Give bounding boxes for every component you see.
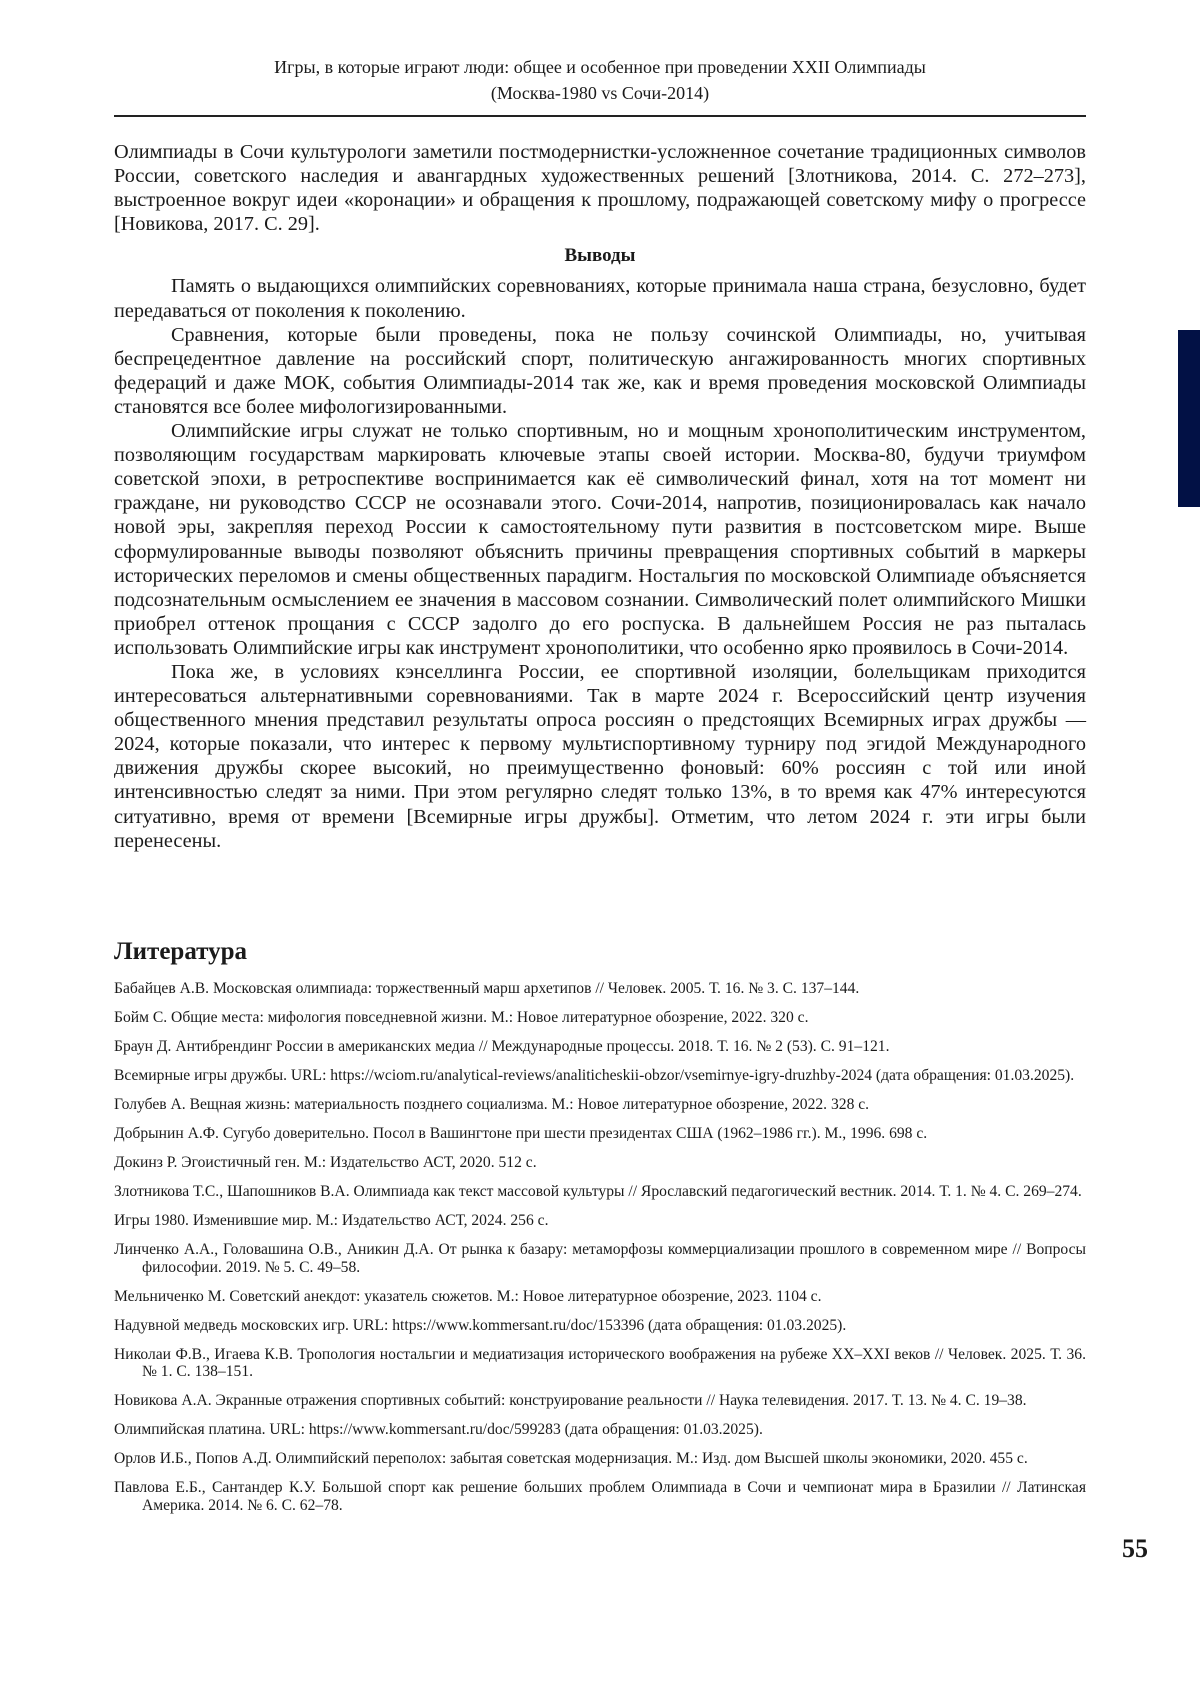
- reference-item: Браун Д. Антибрендинг России в американских медиа // Международные процессы. 2018. Т. 16. № 2 (53). С. 91–121.: [114, 1038, 890, 1055]
- paragraph: Сравнения, которые были проведены, пока не пользу сочинской Олимпиады, но, учитывая беспрецедентное давление на российский спорт, политическую ангажированность многих спортивных федераций и даже МОК, события Олимпиады-2014 так же, как и время проведения московской Олимпиады становятся все более мифологизированными.: [114, 323, 1086, 418]
- reference-item: Докинз Р. Эгоистичный ген. М.: Издательство АСТ, 2020. 512 с.: [114, 1154, 537, 1171]
- main-text: [114, 140, 1086, 853]
- reference-item: Линченко А.А., Головашина О.В., Аникин Д.А. От рынка к базару: метаморфозы коммерциализации прошлого в современном мире // Вопросы философии. 2019. № 5. С. 49–58.: [114, 1241, 1086, 1276]
- section-tab-marker: [1178, 330, 1200, 507]
- reference-item: Игры 1980. Изменившие мир. М.: Издательство АСТ, 2024. 256 с.: [114, 1212, 549, 1229]
- running-header: [114, 54, 1086, 106]
- reference-item: Олимпийская платина. URL: https://www.kommersant.ru/doc/599283 (дата обращения: 01.03.2025).: [114, 1421, 763, 1438]
- running-header-line-1: Игры, в которые играют люди: общее и особенное при проведении XXII Олимпиады: [274, 57, 926, 77]
- paragraph: Олимпиады в Сочи культурологи заметили постмодернистки-усложненное сочетание традиционных символов России, советского наследия и авангардных художественных решений [Злотникова, 2014. С. 272–273], выстроенное вокруг идеи «коронации» и обращения к прошлому, подражающей советскому мифу о прогрессе [Новикова, 2017. С. 29].: [114, 141, 1086, 236]
- references-list: [114, 980, 1086, 1526]
- reference-item: Бойм С. Общие места: мифология повседневной жизни. М.: Новое литературное обозрение, 2022. 320 с.: [114, 1009, 809, 1026]
- page-number: 55: [1122, 1534, 1148, 1563]
- reference-item: Добрынин А.Ф. Сугубо доверительно. Посол в Вашингтоне при шести президентах США (1962–1986 гг.). М., 1996. 698 с.: [114, 1125, 928, 1142]
- reference-item: Павлова Е.Б., Сантандер К.У. Большой спорт как решение больших проблем Олимпиада в Сочи и чемпионат мира в Бразилии // Латинская Америка. 2014. № 6. С. 62–78.: [114, 1479, 1086, 1514]
- paragraph: Пока же, в условиях кэнселлинга России, ее спортивной изоляции, болельщикам приходится интересоваться альтернативными соревнованиями. Так в марте 2024 г. Всероссийский центр изучения общественного мнения представил результаты опроса россиян о предстоящих Всемирных играх дружбы — 2024, которые показали, что интерес к первому мультиспортивному турниру под эгидой Международного движения дружбы скорее высокий, но преимущественно фоновый: 60% россиян с той или иной интенсивностью следят за ними. При этом регулярно следят только 13%, в то время как 47% интересуются ситуативно, время от времени [Всемирные игры дружбы]. Отметим, что летом 2024 г. эти игры были перенесены.: [114, 660, 1086, 852]
- paragraph: Олимпийские игры служат не только спортивным, но и мощным хронополитическим инструментом, позволяющим государствам маркировать ключевые этапы своей истории. Москва-80, будучи триумфом советской эпохи, в ретроспективе воспринимается как её символический финал, хотя на тот момент ни граждане, ни руководство СССР не осознавали этого. Сочи-2014, напротив, позиционировалась как начало новой эры, закрепляя переход России к самостоятельному пути развития в постсоветском мире. Выше сформулированные выводы позволяют объяснить причины превращения спортивных событий в маркеры исторических переломов и смены общественных парадигм. Ностальгия по московской Олимпиаде объясняется подсознательным осмыслением ее значения в массовом сознании. Символический полет олимпийского Мишки приобрел оттенок прощания с СССР задолго до его роспуска. В дальнейшем Россия не раз пыталась использовать Олимпийские игры как инструмент хронополитики, что особенно ярко проявилось в Сочи-2014.: [114, 420, 1086, 659]
- reference-item: Голубев А. Вещная жизнь: материальность позднего социализма. М.: Новое литературное обозрение, 2022. 328 с.: [114, 1096, 870, 1113]
- reference-item: Орлов И.Б., Попов А.Д. Олимпийский переполох: забытая советская модернизация. М.: Изд. дом Высшей школы экономики, 2020. 455 с.: [114, 1450, 1028, 1467]
- reference-item: Надувной медведь московских игр. URL: https://www.kommersant.ru/doc/153396 (дата обращения: 01.03.2025).: [114, 1316, 847, 1334]
- reference-item: Злотникова Т.С., Шапошников В.А. Олимпиада как текст массовой культуры // Ярославский педагогический вестник. 2014. Т. 1. № 4. С. 269–274.: [114, 1183, 1082, 1200]
- running-header-line-2: (Москва-1980 vs Сочи-2014): [490, 83, 710, 103]
- references-title: Литература: [114, 938, 248, 965]
- paragraph: Память о выдающихся олимпийских соревнованиях, которые принимала наша страна, безусловно, будет передаваться от поколения к поколению.: [114, 275, 1086, 322]
- reference-item: Николаи Ф.В., Игаева К.В. Тропология ностальгии и медиатизация исторического воображения на рубеже XX–XXI веков // Человек. 2025. Т. 36. № 1. С. 138–151.: [114, 1345, 1086, 1380]
- section-heading: Выводы: [564, 245, 636, 267]
- reference-item: Новикова А.А. Экранные отражения спортивных событий: конструирование реальности // Наука телевидения. 2017. Т. 13. № 4. С. 19–38.: [114, 1392, 1027, 1409]
- reference-item: Мельниченко М. Советский анекдот: указатель сюжетов. М.: Новое литературное обозрение, 2023. 1104 с.: [114, 1287, 822, 1305]
- header-rule: [114, 115, 1086, 117]
- reference-item: Бабайцев А.В. Московская олимпиада: торжественный марш архетипов // Человек. 2005. Т. 16. № 3. С. 137–144.: [114, 980, 860, 997]
- reference-item: Всемирные игры дружбы. URL: https://wciom.ru/analytical-reviews/analiticheskii-obzor/vsemirnye-igry-druzhby-2024 (дата обращения: 01.03.2025).: [114, 1067, 1075, 1084]
